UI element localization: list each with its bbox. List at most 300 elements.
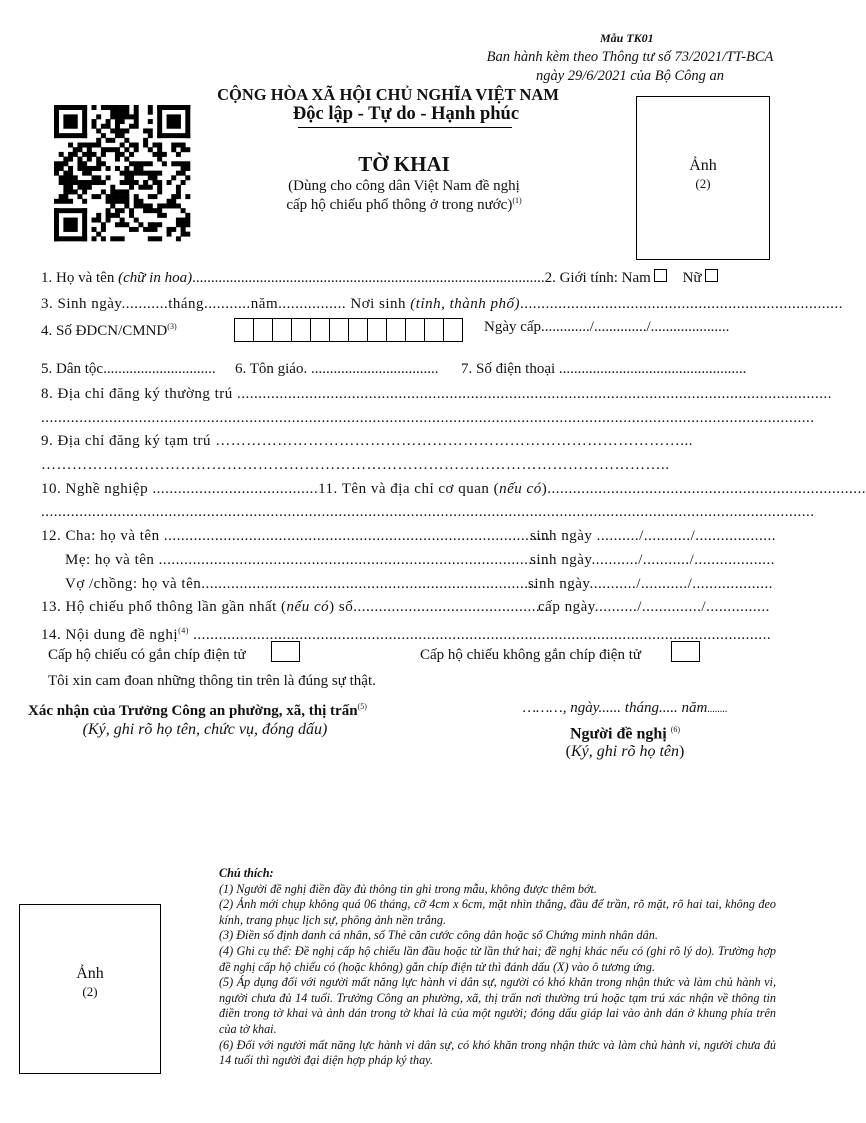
field-1-label: 1. Họ và tên <box>41 270 119 286</box>
id-number-cell[interactable] <box>253 318 273 342</box>
qr-module <box>138 161 143 166</box>
chip-yes-label: Cấp hộ chiếu có gắn chíp điện tử <box>48 647 246 663</box>
qr-module <box>181 232 186 237</box>
qr-module <box>87 143 92 148</box>
qr-module <box>124 138 129 143</box>
qr-module <box>92 105 97 110</box>
qr-module <box>63 189 68 194</box>
field-7[interactable]: 7. Số điện thoại .................................................. <box>461 361 747 377</box>
gender-male-checkbox[interactable] <box>654 269 667 282</box>
qr-module <box>129 180 134 185</box>
photo-label-bottom: Ảnh <box>76 965 104 982</box>
qr-module <box>115 166 120 171</box>
field-10[interactable]: 10. Nghề nghiệp ....................................... <box>41 481 319 497</box>
qr-module <box>106 138 111 143</box>
qr-module <box>148 222 153 227</box>
date-line[interactable] <box>500 699 750 719</box>
id-number-cell[interactable] <box>405 318 425 342</box>
qr-module <box>181 218 186 223</box>
qr-module <box>134 119 139 124</box>
qr-module <box>59 152 64 157</box>
qr-module <box>59 194 64 199</box>
qr-module <box>176 171 181 176</box>
qr-module <box>181 222 186 227</box>
field-11-label: 11. Tên và địa chỉ cơ quan ( <box>318 481 500 497</box>
qr-module <box>157 157 162 162</box>
field-3-day-dots[interactable]: ........... <box>121 296 169 312</box>
qr-module <box>148 208 153 213</box>
motto-underline <box>298 127 512 128</box>
chip-yes-checkbox[interactable] <box>271 641 300 662</box>
qr-module <box>120 208 125 213</box>
nation-header: CỘNG HÒA XÃ HỘI CHỦ NGHĨA VIỆT NAM <box>217 85 559 104</box>
qr-module <box>129 114 134 119</box>
footnote-4: (4) Ghi cụ thể: Đề nghị cấp hộ chiếu lần đầu hoặc từ lần thứ hai; đề nghị khác nếu có (ghi rõ lý do). Trường hợp đề nghị cấp hộ chiếu có (hoặc không) gắn chíp điện tử thì đánh dấu (X) vào ô tương ứng. <box>219 943 776 974</box>
qr-module <box>124 175 129 180</box>
chip-no-label: Cấp hộ chiếu không gắn chíp điện tử <box>420 647 642 663</box>
qr-module <box>63 199 68 204</box>
qr-module <box>157 236 162 241</box>
qr-module <box>124 110 129 115</box>
field-3-month: tháng <box>168 296 205 312</box>
qr-module <box>115 133 120 138</box>
applicant-title-text: Người đề nghị <box>569 725 667 743</box>
qr-module <box>124 199 129 204</box>
qr-module <box>106 208 111 213</box>
qr-module <box>96 175 101 180</box>
footnote-ref-4: (4) <box>178 626 189 635</box>
qr-module <box>129 213 134 218</box>
qr-module <box>134 171 139 176</box>
qr-module <box>115 189 120 194</box>
qr-module <box>185 166 190 171</box>
id-number-boxes[interactable] <box>234 318 460 341</box>
id-number-cell[interactable] <box>329 318 349 342</box>
id-number-cell[interactable] <box>291 318 311 342</box>
qr-module <box>134 161 139 166</box>
id-number-cell[interactable] <box>310 318 330 342</box>
qr-module <box>110 147 115 152</box>
qr-module <box>176 143 181 148</box>
qr-module <box>101 152 106 157</box>
qr-module <box>176 152 181 157</box>
qr-module <box>134 227 139 232</box>
qr-finder <box>63 218 77 232</box>
id-number-cell[interactable] <box>234 318 254 342</box>
qr-module <box>181 166 186 171</box>
qr-module <box>148 105 153 110</box>
qr-module <box>54 161 59 166</box>
qr-module <box>106 124 111 129</box>
qr-module <box>185 194 190 199</box>
qr-module <box>110 185 115 190</box>
qr-module <box>115 152 120 157</box>
qr-module <box>115 194 120 199</box>
qr-module <box>157 185 162 190</box>
qr-module <box>68 157 73 162</box>
qr-module <box>152 171 157 176</box>
qr-module <box>101 227 106 232</box>
qr-module <box>59 199 64 204</box>
qr-module <box>92 180 97 185</box>
qr-module <box>87 157 92 162</box>
field-13-label: 13. Hộ chiếu phổ thông lần gần nhất ( <box>41 599 287 615</box>
photo-box-bottom[interactable] <box>19 904 161 1074</box>
qr-module <box>120 110 125 115</box>
qr-module <box>87 171 92 176</box>
qr-module <box>73 175 78 180</box>
qr-module <box>115 213 120 218</box>
qr-module <box>96 128 101 133</box>
qr-module <box>101 133 106 138</box>
qr-finder <box>63 114 77 128</box>
form-code: Mẫu TK01 <box>600 31 654 45</box>
qr-module <box>176 218 181 223</box>
qr-finder <box>82 208 87 241</box>
qr-module <box>171 161 176 166</box>
field-11-italic: nếu có <box>499 481 542 497</box>
qr-module <box>129 143 134 148</box>
qr-module <box>96 157 101 162</box>
qr-module <box>157 208 162 213</box>
photo-note-bottom: (2) <box>82 984 98 999</box>
qr-code-graphic <box>54 105 190 241</box>
qr-module <box>181 147 186 152</box>
qr-module <box>101 147 106 152</box>
field-12-mother[interactable]: Mẹ: họ và tên ............................................................................................ <box>65 552 550 568</box>
footnote-ref-5: (5) <box>357 702 367 711</box>
qr-module <box>101 124 106 129</box>
issued-by-line2: ngày 29/6/2021 của Bộ Công an <box>535 68 725 84</box>
qr-module <box>101 189 106 194</box>
police-confirmation-text: Xác nhận của Trưởng Công an phường, xã, thị trấn <box>28 703 358 719</box>
qr-module <box>171 175 176 180</box>
field-5[interactable]: 5. Dân tộc.............................. <box>41 361 216 377</box>
applicant-note-close: ) <box>679 743 685 760</box>
id-number-cell[interactable] <box>443 318 463 342</box>
qr-module <box>167 203 172 208</box>
qr-module <box>157 171 162 176</box>
qr-module <box>110 110 115 115</box>
qr-module <box>143 227 148 232</box>
qr-module <box>120 218 125 223</box>
field-3-pob-dots[interactable]: ............................................................................ <box>520 296 844 312</box>
qr-module <box>157 189 162 194</box>
qr-module <box>162 161 167 166</box>
qr-module <box>77 166 82 171</box>
qr-module <box>134 199 139 204</box>
qr-module <box>134 105 139 110</box>
qr-module <box>148 175 153 180</box>
qr-module <box>162 213 167 218</box>
id-number-cell[interactable] <box>348 318 368 342</box>
qr-module <box>171 194 176 199</box>
qr-module <box>54 171 59 176</box>
qr-module <box>68 166 73 171</box>
qr-module <box>134 147 139 152</box>
qr-module <box>157 222 162 227</box>
field-14-row <box>41 622 772 644</box>
photo-label: Ảnh <box>689 157 717 174</box>
field-12-spouse-dob[interactable]: sinh ngày.........../.........../................... <box>528 576 774 592</box>
qr-module <box>115 199 120 204</box>
qr-module <box>129 208 134 213</box>
qr-module <box>115 105 120 110</box>
field-1-row <box>41 269 777 287</box>
qr-module <box>115 222 120 227</box>
qr-module <box>92 152 97 157</box>
qr-module <box>63 171 68 176</box>
qr-module <box>106 199 111 204</box>
qr-module <box>110 128 115 133</box>
qr-module <box>77 157 82 162</box>
field-9-continuation[interactable]: ………………………………………………………………………………………………………….. <box>41 457 670 473</box>
qr-module <box>115 124 120 129</box>
qr-module <box>134 166 139 171</box>
qr-module <box>82 185 87 190</box>
chip-no-checkbox[interactable] <box>671 641 700 662</box>
qr-module <box>176 194 181 199</box>
qr-module <box>138 222 143 227</box>
id-number-cell[interactable] <box>424 318 444 342</box>
date-line-end: ........ <box>707 704 728 715</box>
qr-module <box>134 180 139 185</box>
form-subtitle-1: (Dùng cho công dân Việt Nam đề nghị <box>288 178 520 194</box>
qr-module <box>96 218 101 223</box>
qr-module <box>134 203 139 208</box>
qr-module <box>157 213 162 218</box>
qr-module <box>101 236 106 241</box>
qr-module <box>148 161 153 166</box>
qr-module <box>120 236 125 241</box>
qr-module <box>129 171 134 176</box>
field-2-label: 2. Giới tính: Nam <box>544 270 651 286</box>
qr-module <box>110 213 115 218</box>
qr-module <box>171 227 176 232</box>
qr-module <box>129 175 134 180</box>
field-3-label: 3. Sinh ngày <box>41 296 122 312</box>
applicant-note <box>500 743 750 761</box>
qr-code <box>54 105 190 241</box>
field-12-spouse[interactable]: Vợ /chồng: họ và tên............................................................................... <box>65 576 537 592</box>
field-14-dots[interactable]: ........................................................................................................................................ <box>188 627 772 643</box>
qr-module <box>68 175 73 180</box>
qr-module <box>120 194 125 199</box>
qr-module <box>171 203 176 208</box>
qr-module <box>134 124 139 129</box>
qr-module <box>87 166 92 171</box>
qr-module <box>143 171 148 176</box>
qr-module <box>167 199 172 204</box>
qr-module <box>96 180 101 185</box>
qr-module <box>106 147 111 152</box>
qr-module <box>185 175 190 180</box>
qr-module <box>87 152 92 157</box>
qr-module <box>167 232 172 237</box>
qr-module <box>124 171 129 176</box>
qr-module <box>134 143 139 148</box>
qr-module <box>82 152 87 157</box>
form-subtitle-2 <box>254 196 554 214</box>
qr-module <box>77 180 82 185</box>
field-8[interactable]: 8. Địa chỉ đăng ký thường trú ............................................................................................................................................ <box>41 386 833 402</box>
qr-module <box>63 194 68 199</box>
qr-module <box>148 171 153 176</box>
qr-module <box>185 147 190 152</box>
qr-module <box>77 147 82 152</box>
qr-module <box>106 175 111 180</box>
qr-module <box>73 147 78 152</box>
qr-module <box>120 152 125 157</box>
qr-module <box>110 236 115 241</box>
date-line-text: ………, ngày...... tháng..... năm <box>522 700 708 716</box>
qr-module <box>106 119 111 124</box>
field-4-label-wrap <box>41 318 177 340</box>
field-11-dots[interactable]: )........................................................................... <box>541 481 866 497</box>
qr-module <box>143 208 148 213</box>
qr-module <box>176 203 181 208</box>
qr-module <box>171 143 176 148</box>
qr-module <box>87 180 92 185</box>
field-13-dots[interactable]: ) số.............................................. <box>329 599 549 615</box>
qr-module <box>148 147 153 152</box>
qr-module <box>129 161 134 166</box>
qr-module <box>134 114 139 119</box>
qr-module <box>96 213 101 218</box>
id-number-cell[interactable] <box>386 318 406 342</box>
qr-module <box>124 105 129 110</box>
qr-module <box>115 208 120 213</box>
qr-module <box>167 227 172 232</box>
field-3-year-dots[interactable]: ................ <box>278 296 347 312</box>
qr-module <box>129 185 134 190</box>
field-13-date[interactable]: cấp ngày........../............../............... <box>538 599 770 615</box>
id-number-cell[interactable] <box>272 318 292 342</box>
qr-module <box>181 171 186 176</box>
qr-module <box>68 189 73 194</box>
footnote-ref-6: (6) <box>670 725 681 734</box>
photo-box-top[interactable] <box>636 96 770 260</box>
qr-module <box>124 147 129 152</box>
qr-module <box>134 110 139 115</box>
qr-module <box>148 227 153 232</box>
qr-module <box>124 189 129 194</box>
qr-module <box>120 105 125 110</box>
qr-module <box>82 166 87 171</box>
field-12-father[interactable]: 12. Cha: họ và tên ........................................................................................... <box>41 528 551 544</box>
form-subtitle-2-text: cấp hộ chiếu phổ thông ở trong nước) <box>286 197 513 213</box>
field-3-month-dots[interactable]: ........... <box>204 296 251 312</box>
qr-module <box>185 218 190 223</box>
qr-module <box>82 189 87 194</box>
qr-module <box>148 119 153 124</box>
applicant-title <box>500 721 750 743</box>
field-12-mother-dob[interactable]: sinh ngày.........../.........../................... <box>530 552 776 568</box>
id-number-cell[interactable] <box>367 318 387 342</box>
qr-module <box>82 161 87 166</box>
qr-module <box>82 199 87 204</box>
qr-module <box>59 166 64 171</box>
qr-module <box>124 194 129 199</box>
qr-module <box>124 203 129 208</box>
qr-finder <box>54 208 59 241</box>
qr-module <box>115 236 120 241</box>
qr-module <box>176 161 181 166</box>
qr-module <box>124 114 129 119</box>
qr-finder <box>82 105 87 138</box>
qr-module <box>148 185 153 190</box>
qr-module <box>181 208 186 213</box>
qr-module <box>181 161 186 166</box>
qr-module <box>120 143 125 148</box>
field-9[interactable]: 9. Địa chỉ đăng ký tạm trú ………………………………………………………………………………... <box>41 433 694 449</box>
field-6[interactable]: 6. Tôn giáo. .................................. <box>235 361 439 377</box>
qr-module <box>129 152 134 157</box>
qr-module <box>92 143 97 148</box>
photo-note: (2) <box>695 176 711 191</box>
qr-module <box>143 128 148 133</box>
qr-module <box>134 218 139 223</box>
qr-module <box>176 185 181 190</box>
field-4-issue-date[interactable]: Ngày cấp............./............../..................... <box>484 319 730 335</box>
qr-module <box>106 166 111 171</box>
qr-module <box>96 166 101 171</box>
qr-module <box>185 222 190 227</box>
qr-module <box>120 189 125 194</box>
qr-module <box>115 110 120 115</box>
field-11-continuation[interactable]: ...................................................................................................................................................................................... <box>41 504 815 520</box>
qr-module <box>106 194 111 199</box>
qr-module <box>181 143 186 148</box>
field-8-continuation[interactable]: ...................................................................................................................................................................................... <box>41 410 815 426</box>
field-12-father-dob[interactable]: sinh ngày ........../.........../................... <box>530 528 776 544</box>
qr-module <box>92 218 97 223</box>
qr-module <box>157 147 162 152</box>
qr-module <box>124 157 129 162</box>
qr-module <box>176 222 181 227</box>
qr-module <box>59 180 64 185</box>
qr-module <box>143 143 148 148</box>
qr-module <box>82 180 87 185</box>
motto: Độc lập - Tự do - Hạnh phúc <box>292 104 520 124</box>
qr-module <box>148 194 153 199</box>
qr-module <box>138 199 143 204</box>
gender-female-checkbox[interactable] <box>705 269 718 282</box>
form-title: TỜ KHAI <box>358 152 450 176</box>
qr-finder <box>185 105 190 138</box>
qr-module <box>68 199 73 204</box>
qr-module <box>157 203 162 208</box>
qr-module <box>152 143 157 148</box>
qr-module <box>152 236 157 241</box>
qr-module <box>171 147 176 152</box>
field-14-label: 14. Nội dung đề nghị <box>41 627 179 643</box>
qr-module <box>110 138 115 143</box>
field-1-dots[interactable]: .............................................................................................. <box>192 270 545 286</box>
qr-module <box>157 143 162 148</box>
qr-module <box>63 157 68 162</box>
qr-module <box>82 171 87 176</box>
qr-module <box>96 161 101 166</box>
qr-module <box>167 180 172 185</box>
pledge-statement: Tôi xin cam đoan những thông tin trên là đúng sự thật. <box>48 673 376 689</box>
qr-module <box>148 236 153 241</box>
qr-module <box>77 194 82 199</box>
qr-module <box>110 194 115 199</box>
qr-module <box>77 161 82 166</box>
qr-module <box>68 171 73 176</box>
qr-module <box>96 114 101 119</box>
